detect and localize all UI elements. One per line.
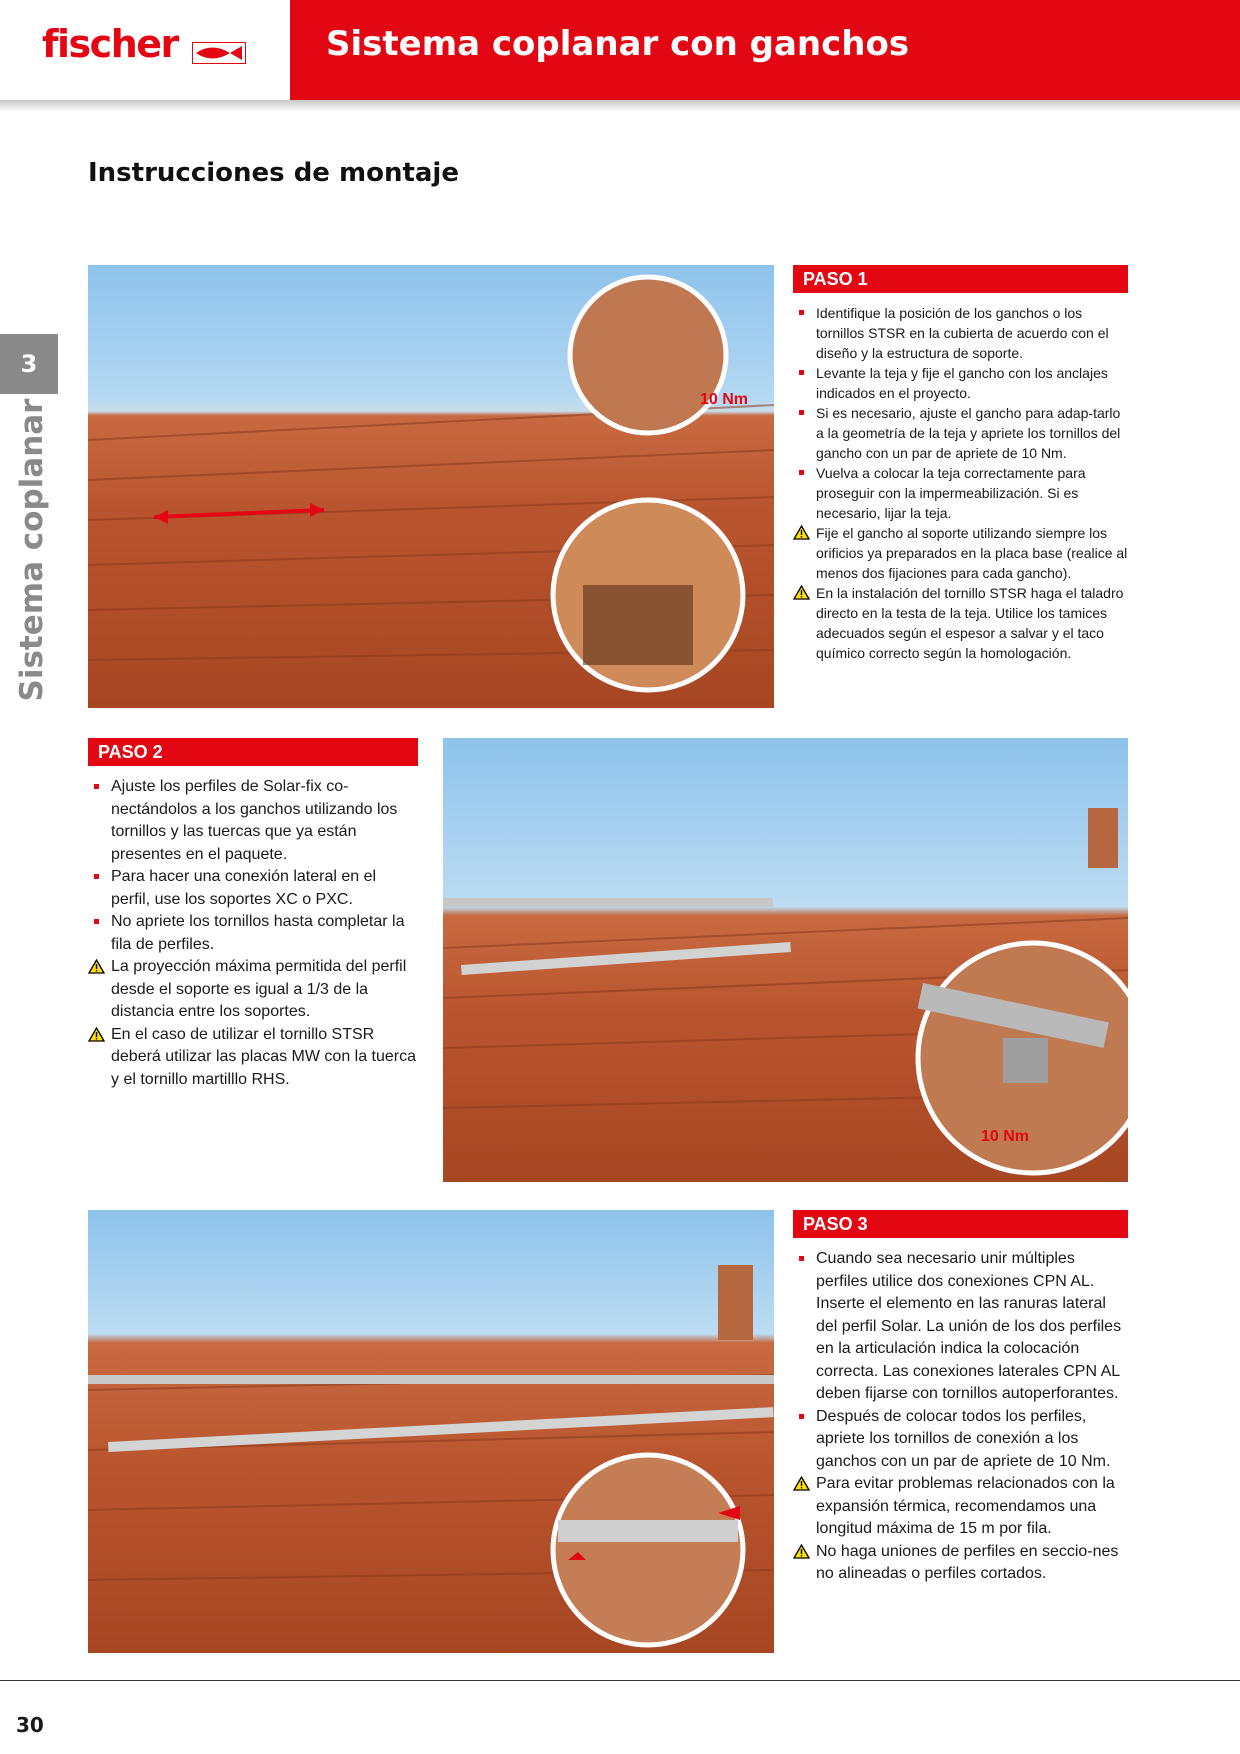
list-item	[793, 1248, 1128, 1406]
bullet-icon	[94, 784, 99, 789]
fischer-fish-badge-icon	[192, 42, 246, 64]
list-item	[793, 363, 1128, 403]
footer-divider	[0, 1680, 1240, 1681]
step2-roof-photo	[443, 738, 1128, 1182]
fischer-logo: fischer	[42, 22, 178, 66]
warning-triangle-icon	[88, 1027, 105, 1042]
list-item	[88, 911, 418, 956]
list-item-text: Levante la teja y fije el gancho con los anclajes indicados en el proyecto.	[816, 365, 1108, 401]
bullet-icon	[799, 470, 804, 475]
list-item-text: Fije el gancho al soporte utilizando siempre los orificios ya preparados en la placa base (realice al menos dos fijaciones para cada gancho).	[816, 525, 1128, 581]
list-item-text: La proyección máxima permitida del perfil desde el soporte es igual a 1/3 de la distancia entre los soportes.	[111, 958, 407, 1020]
bullet-icon	[799, 1414, 804, 1419]
list-item-text: No apriete los tornillos hasta completar la fila de perfiles.	[111, 913, 405, 953]
bullet-icon	[799, 410, 804, 415]
list-item	[793, 463, 1128, 523]
step3-roof-photo	[88, 1210, 774, 1653]
list-item	[88, 866, 418, 911]
list-item-text: Vuelva a colocar la teja correctamente para proseguir con la impermeabilización. Si es necesario, lijar la teja.	[816, 465, 1086, 521]
list-item-text: Si es necesario, ajuste el gancho para adap-tarlo a la geometría de la teja y apriete los tornillos del gancho con un par de apriete de 10 Nm.	[816, 405, 1121, 461]
list-item	[793, 1541, 1128, 1586]
list-item	[88, 956, 418, 1024]
header-shadow	[0, 100, 1240, 112]
step2-instructions	[88, 738, 418, 1091]
list-item	[88, 1024, 418, 1092]
bullet-icon	[799, 1256, 804, 1261]
chapter-tab-label: Sistema coplanar	[14, 398, 50, 702]
step3-title: PASO 3	[793, 1210, 1128, 1238]
chapter-tab-number: 3	[0, 334, 58, 394]
step1-roof-photo	[88, 265, 774, 708]
section-heading: Instrucciones de montaje	[88, 158, 459, 188]
header-logo-area	[0, 0, 290, 100]
header-bar	[290, 0, 1240, 100]
list-item-text: Después de colocar todos los perfiles, apriete los tornillos de conexión a los ganchos con un par de apriete de 10 Nm.	[816, 1407, 1111, 1470]
step3-instructions	[793, 1210, 1128, 1586]
warning-triangle-icon	[793, 585, 810, 600]
warning-triangle-icon	[793, 525, 810, 540]
step1-list	[793, 303, 1128, 663]
step3-list	[793, 1248, 1128, 1586]
bullet-icon	[94, 919, 99, 924]
list-item-text: Para hacer una conexión lateral en el perfil, use los soportes XC o PXC.	[111, 868, 377, 908]
list-item	[793, 1406, 1128, 1474]
step2-torque-label: 10 Nm	[981, 1128, 1030, 1145]
list-item-text: En el caso de utilizar el tornillo STSR deberá utilizar las placas MW con la tuerca y el tornillo martilllo RHS.	[111, 1025, 417, 1088]
page-title: Sistema coplanar con ganchos	[326, 24, 910, 64]
warning-triangle-icon	[793, 1476, 810, 1491]
list-item	[793, 403, 1128, 463]
list-item-text: Cuando sea necesario unir múltiples perfiles utilice dos conexiones CPN AL. Inserte el elemento en las ranuras lateral del perfil Solar. La unión de los dos perfiles en la articulación indica la colocación correcta. Las conexiones laterales CPN AL deben fijarse con tornillos autoperforantes.	[816, 1250, 1122, 1402]
step1-title: PASO 1	[793, 265, 1128, 293]
step1-instructions	[793, 265, 1128, 663]
warning-triangle-icon	[793, 1544, 810, 1559]
bullet-icon	[799, 310, 804, 315]
step2-title: PASO 2	[88, 738, 418, 766]
list-item-text: Para evitar problemas relacionados con la expansión térmica, recomendamos una longitud máxima de 15 m por fila.	[816, 1475, 1115, 1537]
step2-list	[88, 776, 418, 1091]
step1-torque-label: 10 Nm	[700, 391, 749, 408]
list-item-text: Ajuste los perfiles de Solar-fix co-nectándolos a los ganchos utilizando los tornillos y las tuercas que ya están presentes en el paquete.	[111, 778, 398, 863]
list-item-text: En la instalación del tornillo STSR haga el taladro directo en la testa de la teja. Utilice los tamices adecuados según el espesor a salvar y el taco químico correcto según la homologación.	[816, 585, 1124, 661]
warning-triangle-icon	[88, 959, 105, 974]
bullet-icon	[799, 370, 804, 375]
page-number: 30	[16, 1713, 44, 1737]
list-item-text: No haga uniones de perfiles en seccio-nes no alineadas o perfiles cortados.	[816, 1542, 1119, 1582]
list-item	[793, 583, 1128, 663]
list-item	[88, 776, 418, 866]
list-item-text: Identifique la posición de los ganchos o los tornillos STSR en la cubierta de acuerdo con el diseño y la estructura de soporte.	[816, 305, 1109, 361]
bullet-icon	[94, 874, 99, 879]
list-item	[793, 303, 1128, 363]
list-item	[793, 1473, 1128, 1541]
list-item	[793, 523, 1128, 583]
